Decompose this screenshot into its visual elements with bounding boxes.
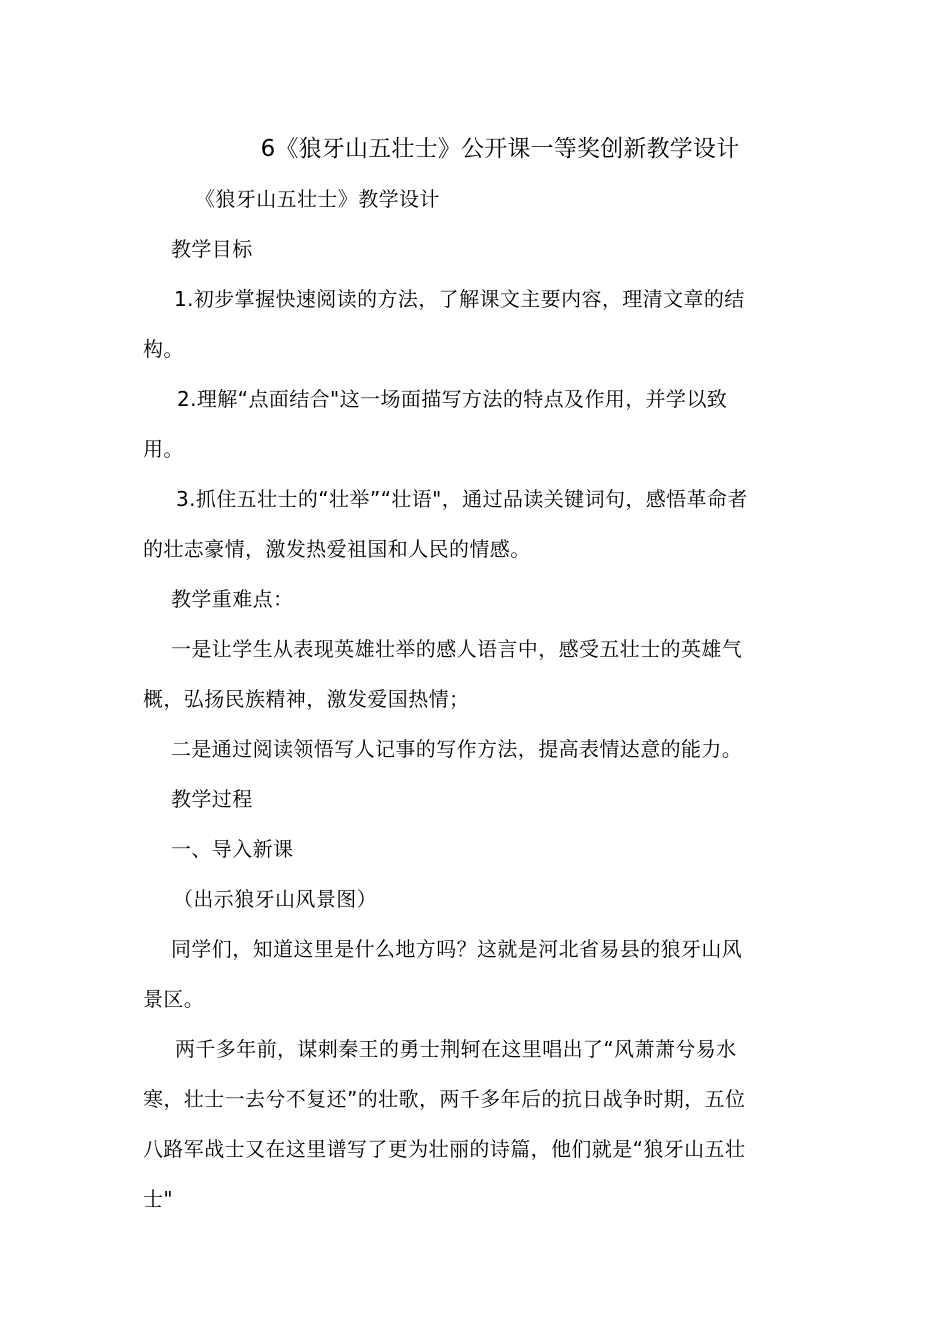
paragraph-line: 概，弘扬民族精神，激发爱国热情； [143, 687, 470, 711]
section-heading: 一、导入新课 [171, 837, 294, 861]
paragraph-line: 1.初步掌握快速阅读的方法，了解课文主要内容，理清文章的结 [174, 287, 745, 311]
subtitle: 《狼牙山五壮士》教学设计 [195, 187, 440, 211]
paragraph-line: 2.理解“点面结合"这一场面描写方法的特点及作用，并学以致 [177, 387, 728, 411]
paragraph-line: 两千多年前，谋刺秦王的勇士荆轲在这里唱出了“风萧萧兮易水 [175, 1037, 737, 1061]
paragraph-line: 八路军战士又在这里谱写了更为壮丽的诗篇，他们就是“狼牙山五壮 [143, 1137, 746, 1161]
paragraph-line: 二是通过阅读领悟写人记事的写作方法，提高表情达意的能力。 [171, 737, 743, 761]
paragraph-line: 用。 [143, 437, 184, 461]
paragraph-line: 构。 [143, 337, 184, 361]
paragraph-line: 景区。 [143, 987, 205, 1011]
paragraph-line: 的壮志豪情，激发热爱祖国和人民的情感。 [143, 537, 531, 561]
document-title: 6《狼牙山五壮士》公开课一等奖创新教学设计 [260, 136, 740, 162]
paragraph-line: 寒，壮士一去兮不复还”的壮歌，两千多年后的抗日战争时期，五位 [143, 1087, 746, 1111]
heading-process: 教学过程 [171, 787, 253, 811]
paragraph-line: （出示狼牙山风景图） [173, 887, 377, 911]
heading-objectives: 教学目标 [171, 237, 253, 261]
paragraph-line: 一是让学生从表现英雄壮举的感人语言中，感受五壮士的英雄气 [171, 637, 743, 661]
heading-key-points: 教学重难点： [171, 587, 294, 611]
paragraph-line: 同学们，知道这里是什么地方吗？这就是河北省易县的狼牙山风 [171, 937, 743, 961]
paragraph-line: 士" [143, 1187, 173, 1211]
paragraph-line: 3.抓住五壮士的“壮举”“壮语"，通过品读关键词句，感悟革命者 [176, 487, 748, 511]
